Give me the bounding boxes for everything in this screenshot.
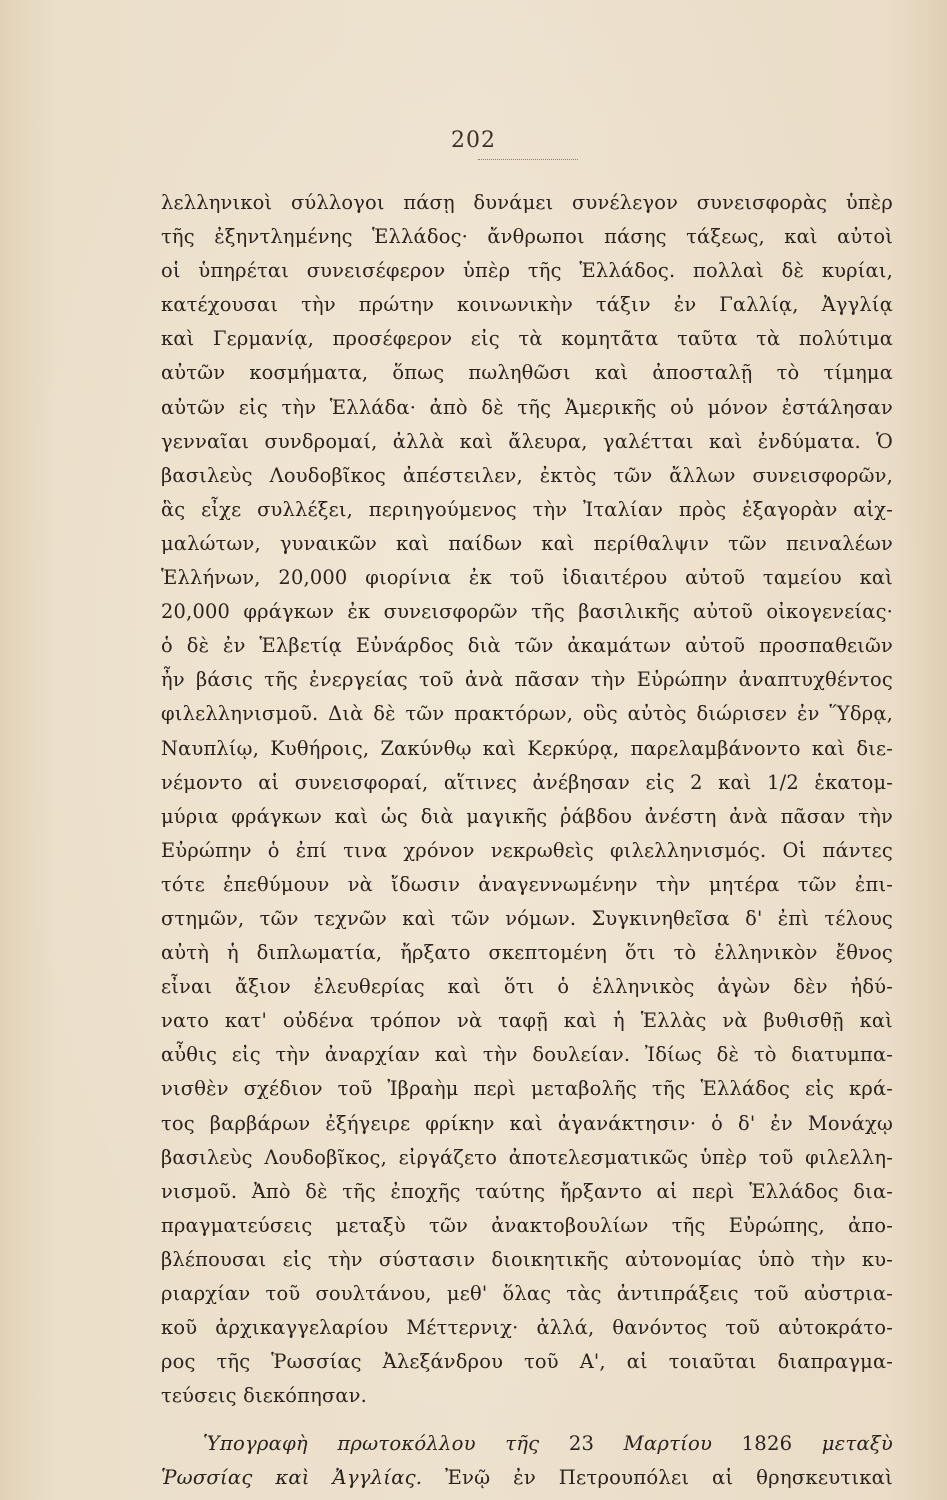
subsection-month: Μαρτίου: [623, 1432, 713, 1456]
text-line: ἦν βάσις τῆς ἐνεργείας τοῦ ἀνὰ πᾶσαν τὴν Εὐρώπην ἀναπτυχθέντος: [161, 668, 893, 692]
text-line: νέμοντο αἱ συνεισφοραί, αἵτινες ἀνέβησαν εἰς 2 καὶ 1/2 ἑκατομ-: [161, 770, 893, 794]
text-line: πραγματεύσεις μεταξὺ τῶν ἀνακτοβουλίων τῆς Εὐρώπης, ἀπο-: [161, 1213, 893, 1237]
text-line: ἃς εἶχε συλλέξει, περιηγούμενος τὴν Ἰταλίαν πρὸς ἐξαγορὰν αἰχ-: [161, 497, 893, 521]
subsection-year: 1826: [741, 1432, 793, 1456]
text-line: βλέπουσαι εἰς τὴν σύστασιν διοικητικῆς αὐτονομίας ὑπὸ τὴν κυ-: [161, 1247, 893, 1271]
text-line: ρος τῆς Ῥωσσίας Ἀλεξάνδρου τοῦ Α', αἱ τοιαῦται διαπραγμα-: [161, 1350, 893, 1374]
subsection-heading-part-2: μεταξὺ: [821, 1432, 893, 1456]
text-line: καὶ Γερμανίᾳ, προσέφερον εἰς τὰ κομητᾶτα ταῦτα τὰ πολύτιμα: [161, 327, 893, 351]
text-line: ὁ δὲ ἐν Ἑλβετίᾳ Εὐνάρδος διὰ τῶν ἀκαμάτων αὐτοῦ προσπαθειῶν: [161, 634, 893, 658]
text-line: Εὐρώπην ὁ ἐπί τινα χρόνον νεκρωθεὶς φιλελληνισμός. Οἱ πάντες: [161, 838, 893, 862]
text-line: εἶναι ἄξιον ἐλευθερίας καὶ ὅτι ὁ ἑλληνικὸς ἀγὼν δὲν ἠδύ-: [161, 975, 893, 999]
text-line: βασιλεὺς Λουδοβῖκος, εἰργάζετο ἀποτελεσματικῶς ὑπὲρ τοῦ φιλελλη-: [161, 1145, 893, 1169]
text-line: νισθὲν σχέδιον τοῦ Ἰβραὴμ περὶ μεταβολῆς τῆς Ἑλλάδος εἰς κρά-: [161, 1077, 893, 1101]
page-number: 202: [451, 128, 496, 153]
text-line: λελληνικοὶ σύλλογοι πάσῃ δυνάμει συνέλεγον συνεισφορὰς ὑπὲρ: [161, 191, 893, 214]
text-line: οἱ ὑπηρέται συνεισέφερον ὑπὲρ τῆς Ἑλλάδος. πολλαὶ δὲ κυρίαι,: [161, 259, 893, 283]
text-line: κατέχουσαι τὴν πρώτην κοινωνικὴν τάξιν ἐν Γαλλίᾳ, Ἀγγλίᾳ: [161, 293, 893, 317]
text-line: βασιλεὺς Λουδοβῖκος ἀπέστειλεν, ἐκτὸς τῶν ἄλλων συνεισφορῶν,: [161, 463, 893, 487]
subsection-line-2: [161, 1461, 893, 1495]
text-line: τότε ἐπεθύμουν νὰ ἴδωσιν ἀναγεννωμένην τὴν μητέρα τῶν ἐπι-: [161, 872, 893, 896]
text-line: αὐτῶν εἰς τὴν Ἑλλάδα· ἀπὸ δὲ τῆς Ἀμερικῆς οὐ μόνον ἐστάλησαν: [161, 395, 893, 419]
text-line: ριαρχίαν τοῦ σουλτάνου, μεθ' ὅλας τὰς ἀντιπράξεις τοῦ αὐστρια-: [161, 1282, 893, 1305]
text-line: φιλελληνισμοῦ. Διὰ δὲ τῶν πρακτόρων, οὓς αὐτὸς διώρισεν ἐν Ὕδρᾳ,: [161, 702, 893, 726]
paragraph-gap: [161, 1413, 893, 1427]
text-line: αὐτῶν κοσμήματα, ὅπως πωληθῶσι καὶ ἀποσταλῇ τὸ τίμημα: [161, 361, 893, 385]
page-number-ornament: [478, 159, 578, 166]
text-line: κοῦ ἀρχικαγγελαρίου Μέττερνιχ· ἀλλά, θανόντος τοῦ αὐτοκράτο-: [161, 1316, 893, 1340]
text-line: νισμοῦ. Ἀπὸ δὲ τῆς ἐποχῆς ταύτης ἤρξαντο αἱ περὶ Ἑλλάδος δια-: [161, 1179, 893, 1203]
text-line: στημῶν, τῶν τεχνῶν καὶ τῶν νόμων. Συγκινηθεῖσα δ' ἐπὶ τέλους: [161, 906, 893, 930]
text-line: Ἑλλήνων, 20,000 φιορίνια ἐκ τοῦ ἰδιαιτέρου αὐτοῦ ταμείου καὶ: [161, 566, 893, 590]
text-line: μαλώτων, γυναικῶν καὶ παίδων καὶ περίθαλψιν τῶν πειναλέων: [161, 531, 893, 555]
text-line: τος βαρβάρων ἐξήγειρε φρίκην καὶ ἀγανάκτησιν· ὁ δ' ἐν Μονάχῳ: [161, 1111, 893, 1135]
text-line: αὖθις εἰς τὴν ἀναρχίαν καὶ τὴν δουλείαν. Ἰδίως δὲ τὸ διατυμπα-: [161, 1043, 893, 1067]
body-text: [161, 186, 893, 1496]
subsection-line-1: [161, 1427, 893, 1461]
text-line: τῆς ἐξηντλημένης Ἑλλάδος· ἄνθρωποι πάσης τάξεως, καὶ αὐτοὶ: [161, 225, 893, 249]
subsection-day: 23: [568, 1432, 595, 1456]
text-line: γενναῖαι συνδρομαί, ἀλλὰ καὶ ἄλευρα, γαλέτται καὶ ἐνδύματα. Ὁ: [161, 429, 893, 453]
subsection-heading-part-3: Ῥωσσίας καὶ Ἀγγλίας.: [161, 1466, 423, 1490]
text-line-paragraph-end: τεύσεις διεκόπησαν.: [161, 1384, 368, 1408]
subsection-heading-part-1: Ὑπογραφὴ πρωτοκόλλου τῆς: [203, 1432, 540, 1456]
text-line: Ναυπλίῳ, Κυθήροις, Ζακύνθῳ καὶ Κερκύρᾳ, παρελαμβάνοντο καὶ διε-: [161, 736, 893, 760]
text-line: 20,000 φράγκων ἐκ συνεισφορῶν τῆς βασιλικῆς αὐτοῦ οἰκογενείας·: [161, 600, 893, 624]
subsection-text-start: Ἐνῷ ἐν Πετρουπόλει αἱ θρησκευτικαὶ: [445, 1466, 893, 1490]
text-line: αὐτὴ ἡ διπλωματία, ἤρξατο σκεπτομένη ὅτι τὸ ἑλληνικὸν ἔθνος: [161, 941, 893, 965]
text-line: μύρια φράγκων καὶ ὡς διὰ μαγικῆς ῥάβδου ἀνέστη ἀνὰ πᾶσαν τὴν: [161, 804, 893, 828]
text-line: νατο κατ' οὐδένα τρόπον νὰ ταφῇ καὶ ἡ Ἑλλὰς νὰ βυθισθῇ καὶ: [161, 1009, 893, 1033]
